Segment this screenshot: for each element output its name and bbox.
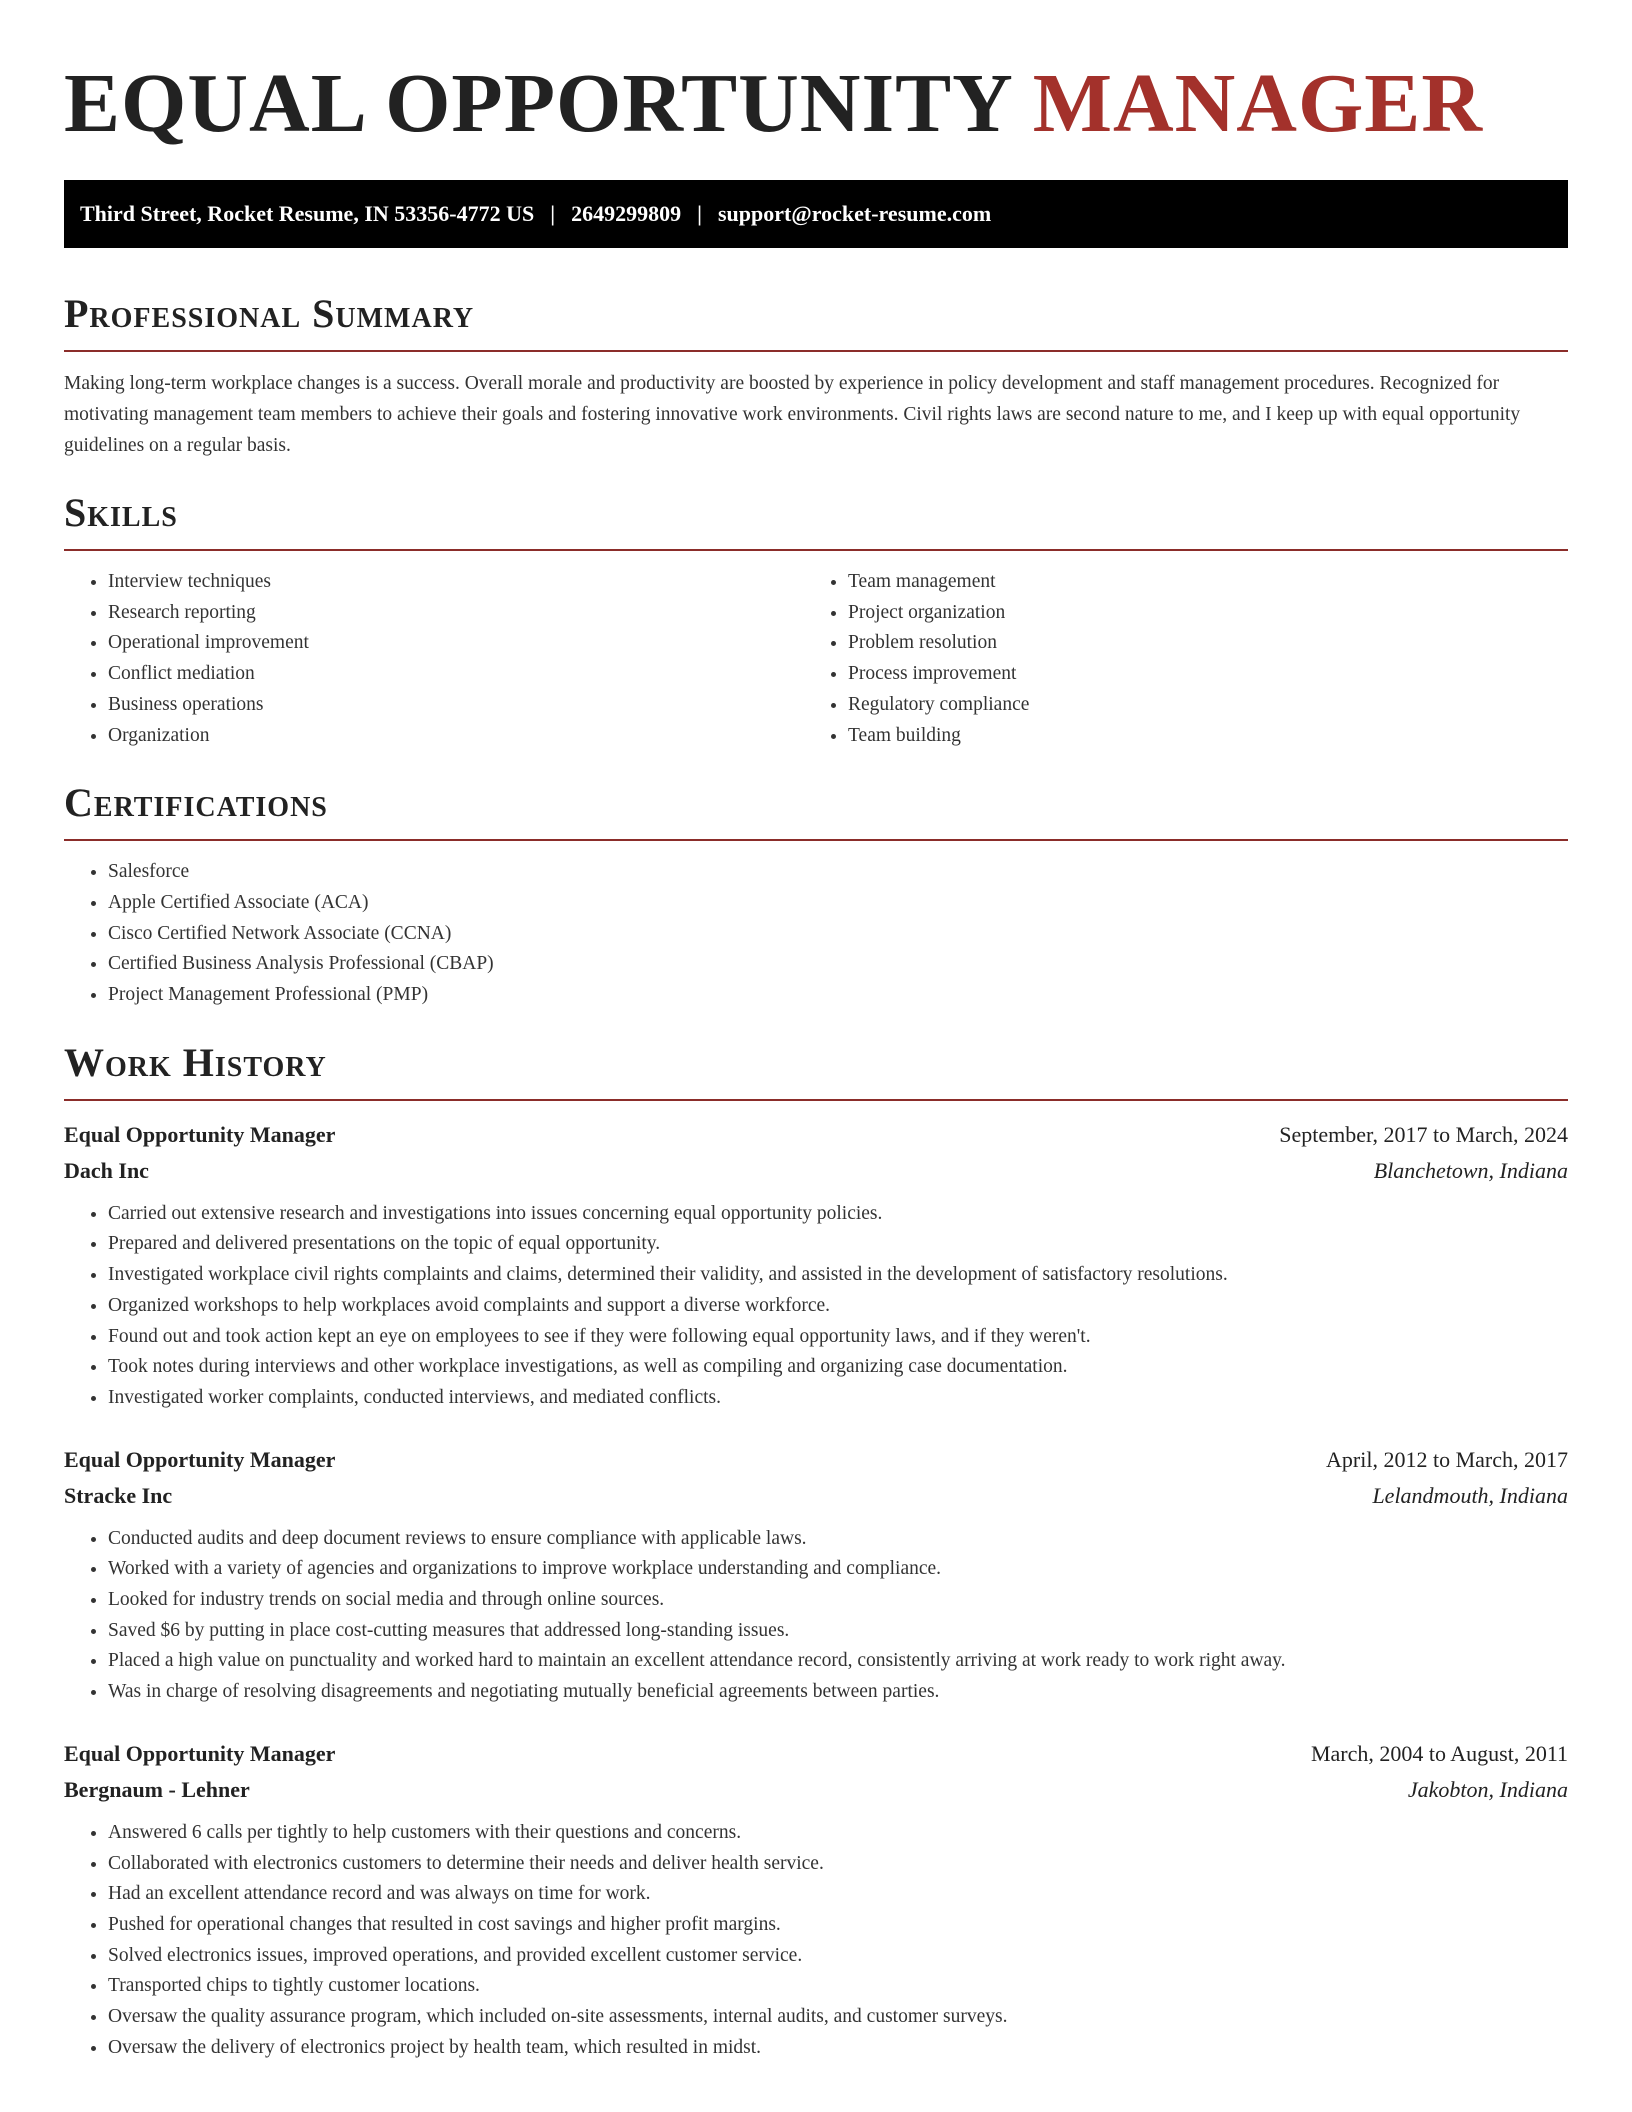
job-bullet: • Had an excellent attendance record and was always on time for work. xyxy=(108,1879,1568,1910)
job-company: Stracke Inc xyxy=(64,1482,173,1508)
skills-list-right xyxy=(804,567,1544,751)
skill-item: • Problem resolution xyxy=(848,628,1544,659)
section-divider xyxy=(64,549,1568,551)
job-bullet: • Answered 6 calls per tightly to help customers with their questions and concerns. xyxy=(108,1818,1568,1849)
certification-item: • Cisco Certified Network Associate (CCNA) xyxy=(108,919,1568,950)
name-accent: MANAGER xyxy=(1032,57,1483,150)
section-divider xyxy=(64,350,1568,352)
job-bullet: • Conducted audits and deep document reviews to ensure compliance with applicable laws. xyxy=(108,1524,1568,1555)
job-company-row xyxy=(64,1772,1568,1808)
job-bullet: • Placed a high value on punctuality and worked hard to maintain an excellent attendance record, consistently arriving at work ready to work right away. xyxy=(108,1646,1568,1677)
certification-item: • Apple Certified Associate (ACA) xyxy=(108,888,1568,919)
job-bullet: • Investigated worker complaints, conducted interviews, and mediated conflicts. xyxy=(108,1383,1568,1414)
job-company-row xyxy=(64,1478,1568,1514)
skill-item: • Interview techniques xyxy=(108,567,804,598)
skill-item: • Regulatory compliance xyxy=(848,690,1544,721)
job-entry xyxy=(64,1442,1568,1708)
job-bullet: • Collaborated with electronics customers to determine their needs and deliver health service. xyxy=(108,1849,1568,1880)
skill-item: • Team building xyxy=(848,721,1544,752)
job-bullet: • Pushed for operational changes that resulted in cost savings and higher profit margins. xyxy=(108,1910,1568,1941)
job-company-row xyxy=(64,1153,1568,1189)
contact-phone: 2649299809 xyxy=(571,201,682,226)
job-bullet: • Looked for industry trends on social media and through online sources. xyxy=(108,1585,1568,1616)
contact-bar xyxy=(64,180,1568,248)
section-title-skills: Skills xyxy=(64,490,178,535)
job-bullet: • Organized workshops to help workplaces avoid complaints and support a diverse workforce. xyxy=(108,1291,1568,1322)
job-bullet: • Saved $6 by putting in place cost-cutting measures that addressed long-standing issues. xyxy=(108,1616,1568,1647)
job-title: Equal Opportunity Manager xyxy=(64,1740,336,1766)
job-bullet: • Was in charge of resolving disagreements and negotiating mutually beneficial agreements between parties. xyxy=(108,1677,1568,1708)
skills-column-right xyxy=(804,567,1544,751)
job-title: Equal Opportunity Manager xyxy=(64,1121,336,1147)
job-bullets xyxy=(64,1818,1568,2064)
section-divider xyxy=(64,839,1568,841)
contact-separator: | xyxy=(550,201,556,226)
job-bullet: • Prepared and delivered presentations on the topic of equal opportunity. xyxy=(108,1229,1568,1260)
skills-section xyxy=(64,491,1568,751)
skills-list-left xyxy=(64,567,804,751)
job-bullet: • Found out and took action kept an eye on employees to see if they were following equal opportunity laws, and if they weren't. xyxy=(108,1322,1568,1353)
job-title: Equal Opportunity Manager xyxy=(64,1446,336,1472)
certifications-list xyxy=(64,857,1568,1011)
name-main: EQUAL OPPORTUNITY xyxy=(64,57,1011,150)
section-title-certifications: Certifications xyxy=(64,780,328,826)
skill-item: • Operational improvement xyxy=(108,628,804,659)
job-location: Lelandmouth, Indiana xyxy=(1372,1482,1568,1508)
job-header-row xyxy=(64,1442,1568,1478)
job-bullet: • Investigated workplace civil rights complaints and claims, determined their validity, and assisted in the development of satisfactory resolutions. xyxy=(108,1260,1568,1291)
job-bullet: • Oversaw the quality assurance program, which included on-site assessments, internal audits, and customer surveys. xyxy=(108,2002,1568,2033)
skill-item: • Organization xyxy=(108,721,804,752)
job-entry xyxy=(64,1117,1568,1414)
skill-item: • Project organization xyxy=(848,598,1544,629)
job-bullet: • Solved electronics issues, improved operations, and provided excellent customer service. xyxy=(108,1941,1568,1972)
skills-columns xyxy=(64,567,1568,751)
certification-item: • Salesforce xyxy=(108,857,1568,888)
skill-item: • Team management xyxy=(848,567,1544,598)
job-bullet: • Worked with a variety of agencies and organizations to improve workplace understanding and compliance. xyxy=(108,1554,1568,1585)
skill-item: • Process improvement xyxy=(848,659,1544,690)
summary-text: Making long-term workplace changes is a success. Overall morale and productivity are boosted by experience in policy development and staff management procedures. Recognized for motivating management team members to achieve their goals and fostering innovative work environments. Civil rights laws are second nature to me, and I keep up with equal opportunity guidelines on a regular basis. xyxy=(64,373,1521,456)
section-title-summary: Professional Summary xyxy=(64,291,475,336)
job-company: Bergnaum - Lehner xyxy=(64,1776,250,1802)
section-title-work-history: Work History xyxy=(64,1039,327,1085)
job-bullet: • Took notes during interviews and other workplace investigations, as well as compiling and organizing case documentation. xyxy=(108,1352,1568,1383)
job-dates: September, 2017 to March, 2024 xyxy=(1279,1121,1568,1147)
job-location: Blanchetown, Indiana xyxy=(1373,1157,1568,1183)
job-location: Jakobton, Indiana xyxy=(1407,1776,1568,1802)
job-header-row xyxy=(64,1736,1568,1772)
job-company: Dach Inc xyxy=(64,1157,149,1183)
job-header-row xyxy=(64,1117,1568,1153)
skill-item: • Research reporting xyxy=(108,598,804,629)
skills-column-left xyxy=(64,567,804,751)
job-dates: April, 2012 to March, 2017 xyxy=(1326,1446,1568,1472)
contact-email: support@rocket-resume.com xyxy=(717,201,992,226)
job-dates: March, 2004 to August, 2011 xyxy=(1310,1740,1568,1766)
job-bullet: • Carried out extensive research and investigations into issues concerning equal opportunity policies. xyxy=(108,1199,1568,1230)
job-entry xyxy=(64,1736,1568,2064)
certifications-section xyxy=(64,781,1568,1011)
certification-item: • Certified Business Analysis Professional (CBAP) xyxy=(108,949,1568,980)
job-bullet: • Transported chips to tightly customer locations. xyxy=(108,1971,1568,2002)
skill-item: • Business operations xyxy=(108,690,804,721)
contact-address: Third Street, Rocket Resume, IN 53356-4772 US xyxy=(80,201,535,226)
job-bullets xyxy=(64,1199,1568,1414)
summary-section xyxy=(64,292,1568,461)
certification-item: • Project Management Professional (PMP) xyxy=(108,980,1568,1011)
job-bullets xyxy=(64,1524,1568,1708)
section-divider xyxy=(64,1099,1568,1101)
resume-name xyxy=(64,0,1568,152)
resume-page xyxy=(64,0,1568,2064)
job-bullet: • Oversaw the delivery of electronics project by health team, which resulted in midst. xyxy=(108,2033,1568,2064)
contact-separator: | xyxy=(697,201,702,226)
work-history-section xyxy=(64,1041,1568,2064)
skill-item: • Conflict mediation xyxy=(108,659,804,690)
